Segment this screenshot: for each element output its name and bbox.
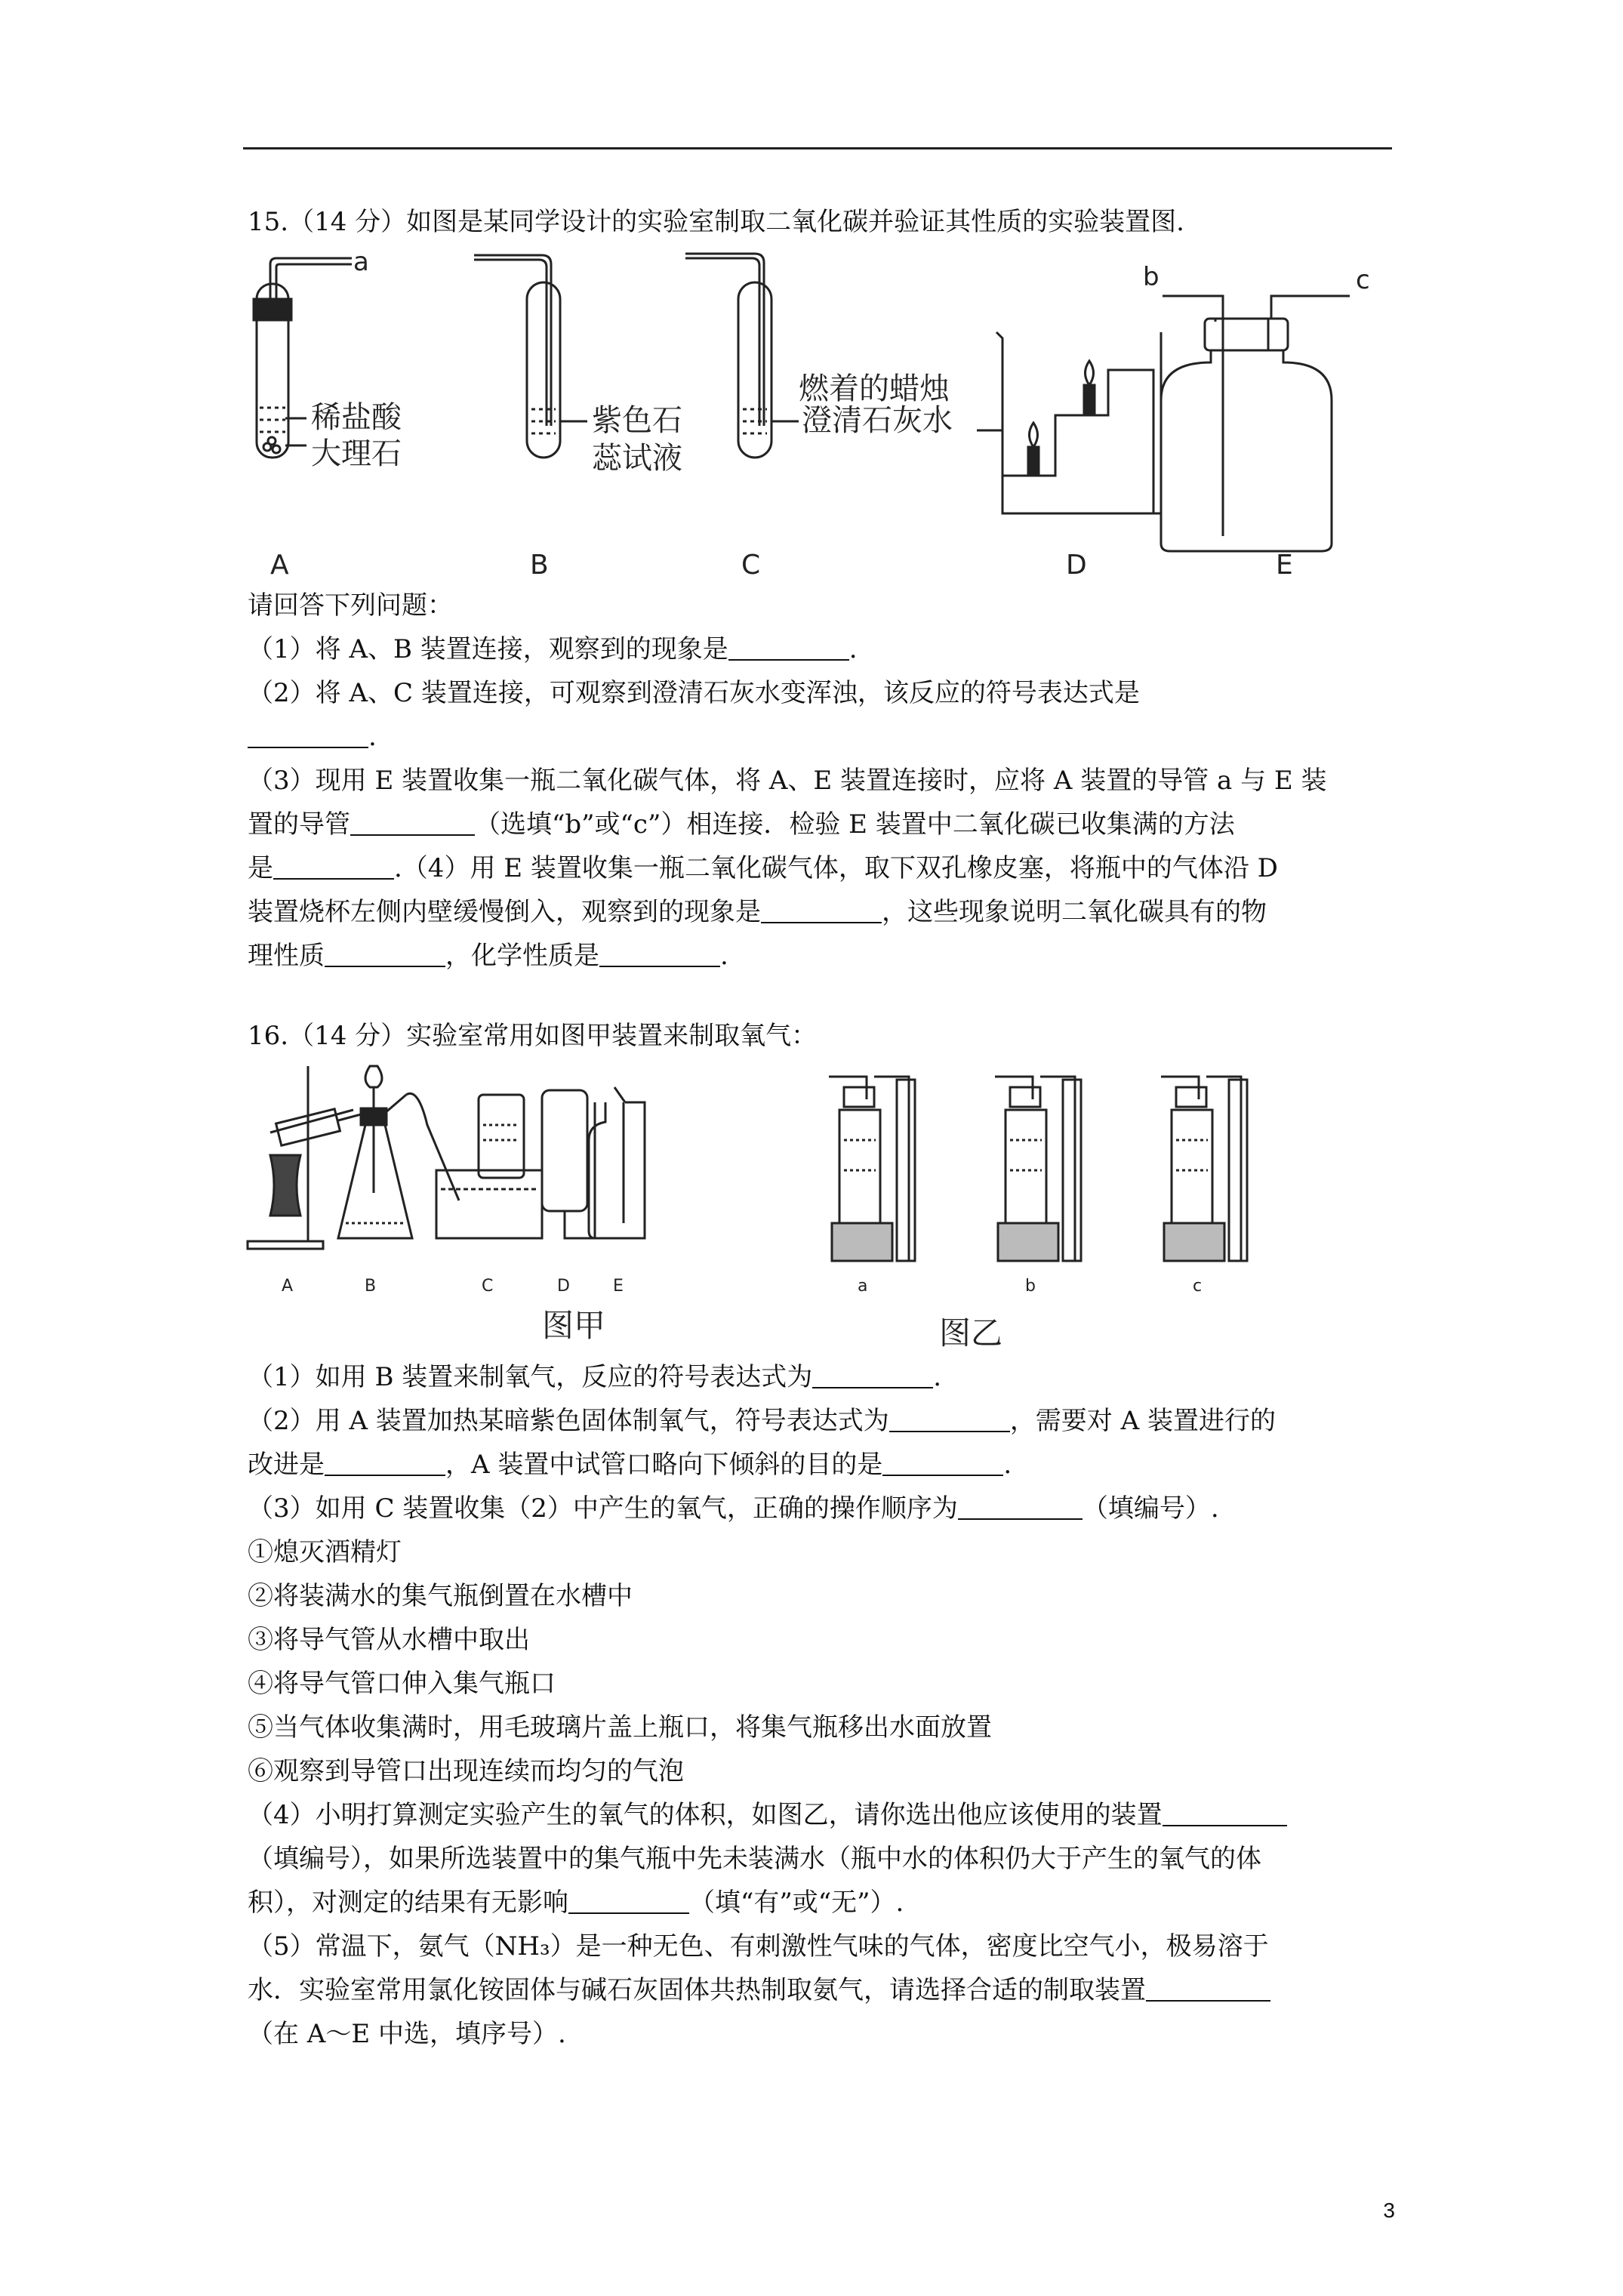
apparatus-d <box>977 332 1161 513</box>
q16-part4-line3: 积），对测定的结果有无影响 （填“有”或“无”）. <box>248 1888 904 1918</box>
tube-a-label: a <box>353 249 369 277</box>
q16-title: 16.（14 分）实验室常用如图甲装置来制取氧气： <box>248 1021 818 1051</box>
yi-apparatus-c <box>1161 1077 1247 1261</box>
candle-label: 燃着的蜡烛 <box>799 371 950 406</box>
q15-part2-cont: . <box>248 720 377 754</box>
litmus-label-2: 蕊试液 <box>592 441 682 476</box>
apparatus-c <box>685 254 799 458</box>
answer-blank[interactable] <box>889 1405 1010 1432</box>
answer-blank[interactable] <box>350 809 475 836</box>
answer-blank[interactable] <box>273 852 394 880</box>
marble-label: 大理石 <box>311 436 402 471</box>
yi-caption: 图乙 <box>939 1314 1003 1351</box>
q15-apparatus-figure <box>240 249 1418 585</box>
letter-a: A <box>270 550 289 581</box>
jia-letter-b: B <box>365 1277 377 1296</box>
yi-letter-a: a <box>858 1277 868 1296</box>
q15-part2: （2）将 A、C 装置连接，可观察到澄清石灰水变浑浊，该反应的符号表达式是 <box>248 678 1140 708</box>
q16-apparatus-figure <box>240 1057 1297 1359</box>
q16-part3: （3）如用 C 装置收集（2）中产生的氧气，正确的操作顺序为 （填编号）. <box>248 1493 1219 1524</box>
yi-apparatus-a <box>829 1077 915 1261</box>
tube-c-label: c <box>1356 265 1370 295</box>
header-rule <box>243 147 1392 149</box>
tube-b-label: b <box>1143 262 1160 292</box>
litmus-label-1: 紫色石 <box>592 403 682 438</box>
q15-part3: （3）现用 E 装置收集一瓶二氧化碳气体，将 A、E 装置连接时，应将 A 装置的导管 a 与 E 装 <box>248 766 1327 796</box>
jia-letter-e: E <box>613 1277 624 1296</box>
letter-e: E <box>1276 550 1293 581</box>
q16-step-4: ④将导气管口伸入集气瓶口 <box>248 1669 556 1699</box>
yi-letter-b: b <box>1025 1277 1036 1296</box>
q15-part3-line2: 置的导管 （选填“b”或“c”）相连接．检验 E 装置中二氧化碳已收集满的方法 <box>248 809 1235 840</box>
q15-part3-line3: 是 .（4）用 E 装置收集一瓶二氧化碳气体，取下双孔橡皮塞，将瓶中的气体沿 D <box>248 853 1278 883</box>
letter-d: D <box>1066 550 1087 581</box>
q15-prompt: 请回答下列问题： <box>248 590 453 621</box>
q16-part1: （1）如用 B 装置来制氧气，反应的符号表达式为 . <box>248 1362 942 1392</box>
q16-part4: （4）小明打算测定实验产生的氧气的体积，如图乙，请你选出他应该使用的装置 <box>248 1798 1287 1832</box>
answer-blank[interactable] <box>248 721 368 748</box>
jia-apparatus-b <box>338 1066 412 1238</box>
answer-blank[interactable] <box>958 1493 1083 1520</box>
acid-label: 稀盐酸 <box>311 400 402 435</box>
q16-part2: （2）用 A 装置加热某暗紫色固体制氧气，符号表达式为 ，需要对 A 装置进行的 <box>248 1406 1276 1436</box>
q16-part4-line2: （填编号），如果所选装置中的集气瓶中先未装满水（瓶中水的体积仍大于产生的氧气的体 <box>248 1844 1261 1874</box>
answer-blank[interactable] <box>812 1361 933 1388</box>
apparatus-e <box>1161 296 1350 551</box>
q16-step-5: ⑤当气体收集满时，用毛玻璃片盖上瓶口，将集气瓶移出水面放置 <box>248 1712 992 1743</box>
jia-letter-a: A <box>282 1277 294 1296</box>
q16-part5-line2: 水．实验室常用氯化铵固体与碱石灰固体共热制取氨气，请选择合适的制取装置 <box>248 1974 1270 2007</box>
page-number: 3 <box>1383 2199 1395 2222</box>
q15-part4-line2: 装置烧杯左侧内壁缓慢倒入，观察到的现象是 ，这些现象说明二氧化碳具有的物 <box>248 897 1267 927</box>
q16-step-2: ②将装满水的集气瓶倒置在水槽中 <box>248 1581 633 1611</box>
limewater-label: 澄清石灰水 <box>802 403 953 438</box>
q16-step-6: ⑥观察到导管口出现连续而均匀的气泡 <box>248 1756 684 1786</box>
q15-part1: （1）将 A、B 装置连接，观察到的现象是 . <box>248 634 858 664</box>
jia-apparatus-e <box>589 1087 645 1238</box>
letter-b: B <box>530 550 549 581</box>
answer-blank[interactable] <box>882 1449 1003 1476</box>
q15-title: 15.（14 分）如图是某同学设计的实验室制取二氧化碳并验证其性质的实验装置图. <box>248 207 1184 237</box>
yi-letter-c: c <box>1193 1277 1203 1296</box>
answer-blank[interactable] <box>325 1449 445 1476</box>
jia-apparatus-c <box>406 1093 542 1238</box>
answer-blank[interactable] <box>1146 1974 1270 2002</box>
answer-blank[interactable] <box>1163 1799 1287 1826</box>
answer-blank[interactable] <box>568 1887 689 1914</box>
jia-apparatus-d <box>542 1090 595 1238</box>
apparatus-b <box>474 255 587 458</box>
q16-part5: （5）常温下，氨气（NH₃）是一种无色、有刺激性气味的气体，密度比空气小，极易溶于 <box>248 1931 1269 1962</box>
answer-blank[interactable] <box>325 940 445 967</box>
answer-blank[interactable] <box>728 633 849 661</box>
answer-blank[interactable] <box>599 940 720 967</box>
jia-letter-d: D <box>557 1277 570 1296</box>
q16-part5-line3: （在 A～E 中选，填序号）. <box>248 2019 566 2049</box>
q15-part4-line3: 理性质 ，化学性质是 . <box>248 941 728 971</box>
jia-letter-c: C <box>482 1277 494 1296</box>
jia-caption: 图甲 <box>542 1307 606 1344</box>
q16-part2-line2: 改进是 ，A 装置中试管口略向下倾斜的目的是 . <box>248 1450 1012 1480</box>
letter-c: C <box>741 550 761 581</box>
answer-blank[interactable] <box>761 896 882 923</box>
yi-apparatus-b <box>995 1077 1081 1261</box>
q16-step-3: ③将导气管从水槽中取出 <box>248 1625 530 1655</box>
q16-step-1: ①熄灭酒精灯 <box>248 1537 402 1567</box>
